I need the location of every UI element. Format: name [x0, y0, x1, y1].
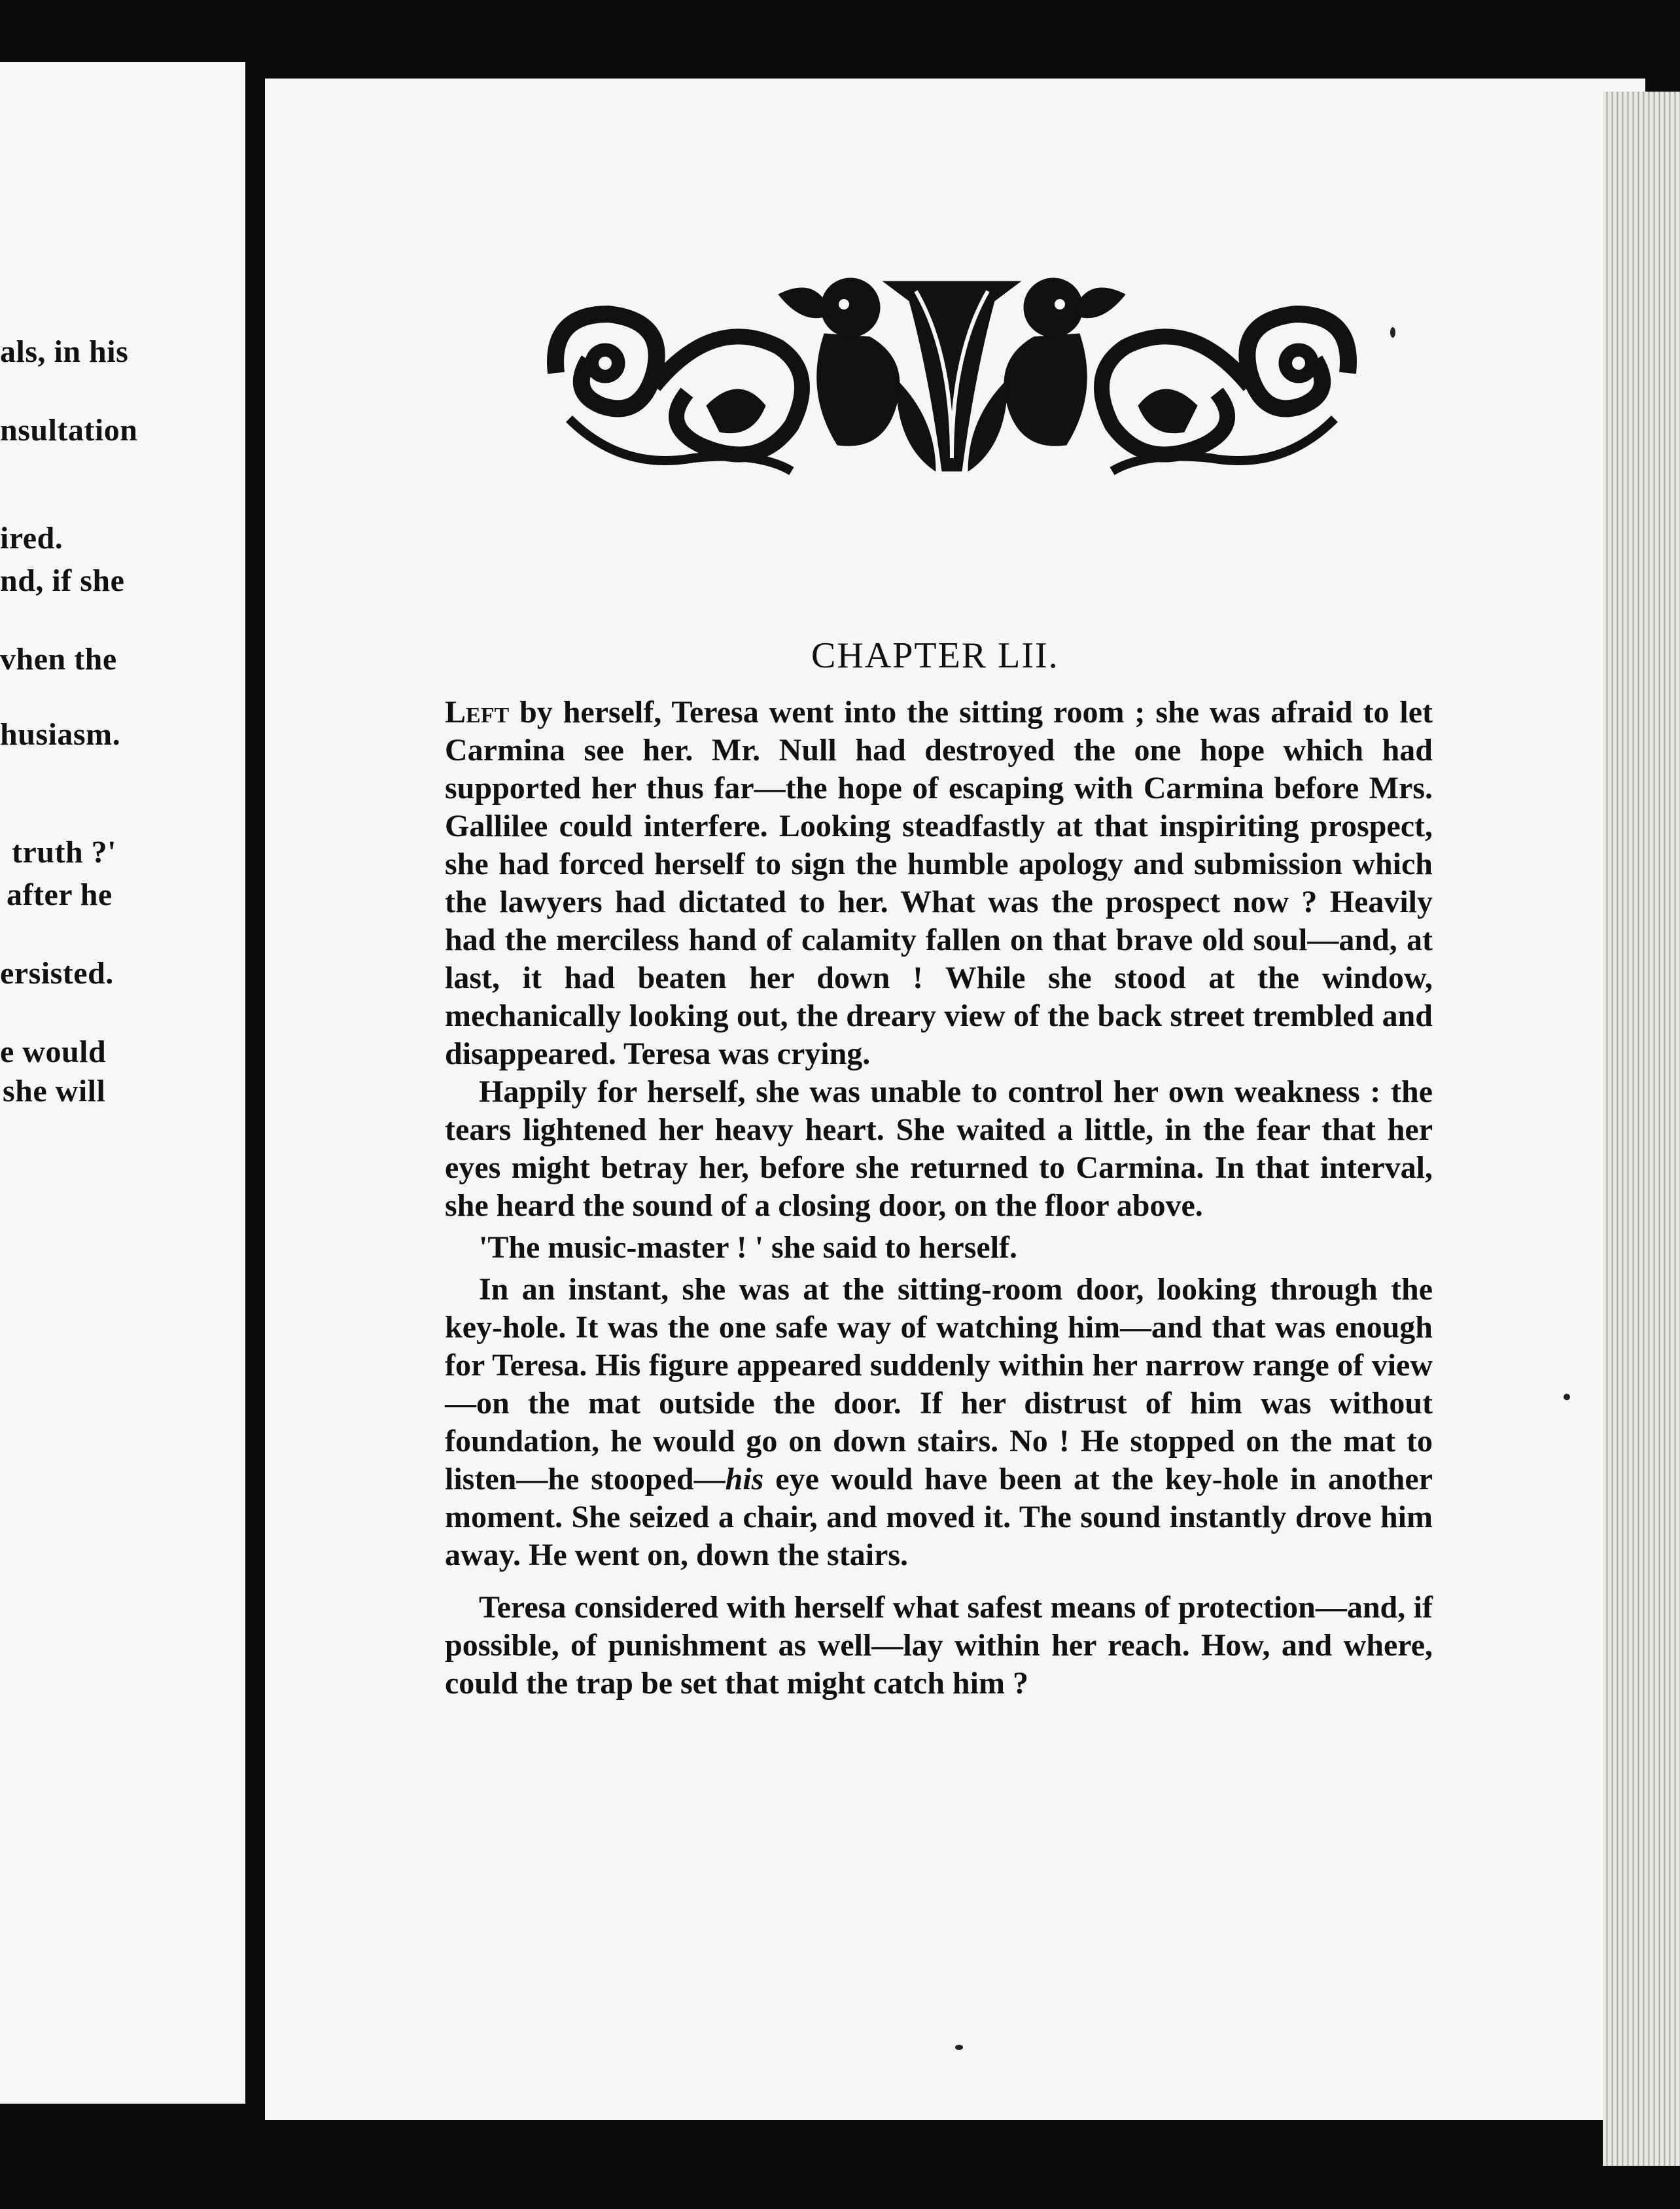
left-page-line: ired.	[0, 521, 63, 556]
paragraph-text: In an instant, she was at the sitting-room door, looking through the key-hole. It was the one safe way of watching him—and that was enough for Teresa. His figure appeared suddenly within her narrow range of view—on the mat outside the door. If her distrust of him was without foundation, he would go on down stairs. No ! He stopped on the mat to listen—he stooped—	[445, 1272, 1433, 1496]
paragraph	[445, 694, 1433, 1073]
left-page-line: husiasm.	[0, 717, 121, 752]
emphasis-text: his	[725, 1462, 764, 1496]
left-page-line: e would	[0, 1034, 107, 1069]
chapter-title: CHAPTER LII.	[811, 635, 1059, 676]
paragraph: Happily for herself, she was unable to control her own weakness : the tears lightened her heavy heart. She waited a little, in the fear that her eyes might betray her, before she returned to Carmina. In that interval, she heard the sound of a closing door, on the floor above.	[445, 1074, 1433, 1223]
ink-speck	[955, 2045, 963, 2050]
headpiece-ornament-icon	[543, 275, 1361, 484]
left-page-line: after he	[7, 877, 113, 912]
left-page-line: als, in his	[0, 334, 129, 369]
ink-speck	[1564, 1394, 1570, 1400]
chapter-body	[445, 694, 1433, 1703]
paragraph-text: by herself, Teresa went into the sitting room ; she was afraid to let Carmina see her. Mr. Null had destroyed the one hope which had supported her thus far—the hope of escaping with Carmina before Mrs. Gallilee could interfere. Looking steadfastly at that inspiriting prospect, she had forced herself to sign the humble apology and submission which the lawyers had dictated to her. What was the prospect now ? Heavily had the merciless hand of calamity fallen on that brave old soul—and, at last, it had beaten her down ! While she stood at the window, mechanically looking out, the dreary view of the back street trembled and disappeared. Teresa was crying.	[445, 695, 1433, 1071]
paragraph	[445, 1271, 1433, 1574]
left-page-line: truth ?'	[12, 835, 116, 870]
left-facing-page	[0, 62, 245, 2104]
left-page-line: she will	[3, 1074, 106, 1108]
opening-word: Left	[445, 695, 510, 730]
paragraph: 'The music-master ! ' she said to herself.	[479, 1230, 1018, 1265]
ink-speck	[1390, 327, 1395, 338]
left-page-line: vhen the	[0, 642, 117, 677]
paragraph-text: eye would have been at the key-hole in another moment. She seized a chair, and moved it. The sound instantly drove him away. He went on, down the stairs.	[445, 1462, 1433, 1572]
left-page-line: nd, if she	[0, 563, 125, 598]
paragraph: Teresa considered with herself what safest means of protection—and, if possible, of punishment as well—lay within her reach. How, and where, could the trap be set that might catch him ?	[445, 1590, 1433, 1701]
left-page-line: ersisted.	[0, 956, 114, 991]
left-page-line: nsultation	[0, 413, 138, 448]
page-edges	[1603, 92, 1680, 2166]
book-gutter	[245, 62, 265, 2104]
